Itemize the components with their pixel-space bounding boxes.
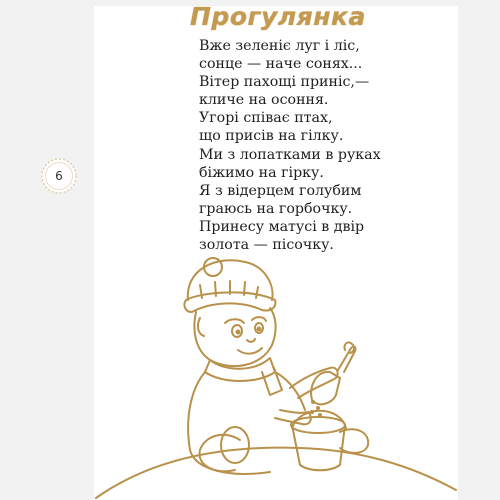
- page-number: 6: [55, 169, 63, 183]
- poem-line: Ми з лопатками в руках: [199, 146, 381, 163]
- child-illustration: [94, 250, 458, 500]
- poem-line: золота — пісочку.: [199, 237, 334, 254]
- hat-pompom: [204, 258, 222, 276]
- poem-line: Угорі співає птах,: [199, 110, 333, 127]
- poem-line: Я з відерцем голубим: [199, 182, 362, 199]
- poem-line: Вже зеленіє луг і ліс,: [199, 38, 360, 54]
- poem-line: Принесу матусі в двір: [199, 218, 365, 235]
- poem-title: Прогулянка: [190, 2, 366, 31]
- poem-line: біжимо на гірку.: [199, 164, 324, 181]
- poem-line: що присів на гілку.: [199, 128, 344, 145]
- poem-line: граюсь на горбочку.: [199, 200, 353, 217]
- sand-hill: [96, 448, 456, 498]
- poem-text: [199, 37, 429, 254]
- poem-line: кличе на осоння.: [199, 92, 329, 109]
- poem-line: сонце — наче сонях...: [199, 56, 363, 73]
- poem-line: Вітер пахощі приніс,—: [199, 74, 370, 91]
